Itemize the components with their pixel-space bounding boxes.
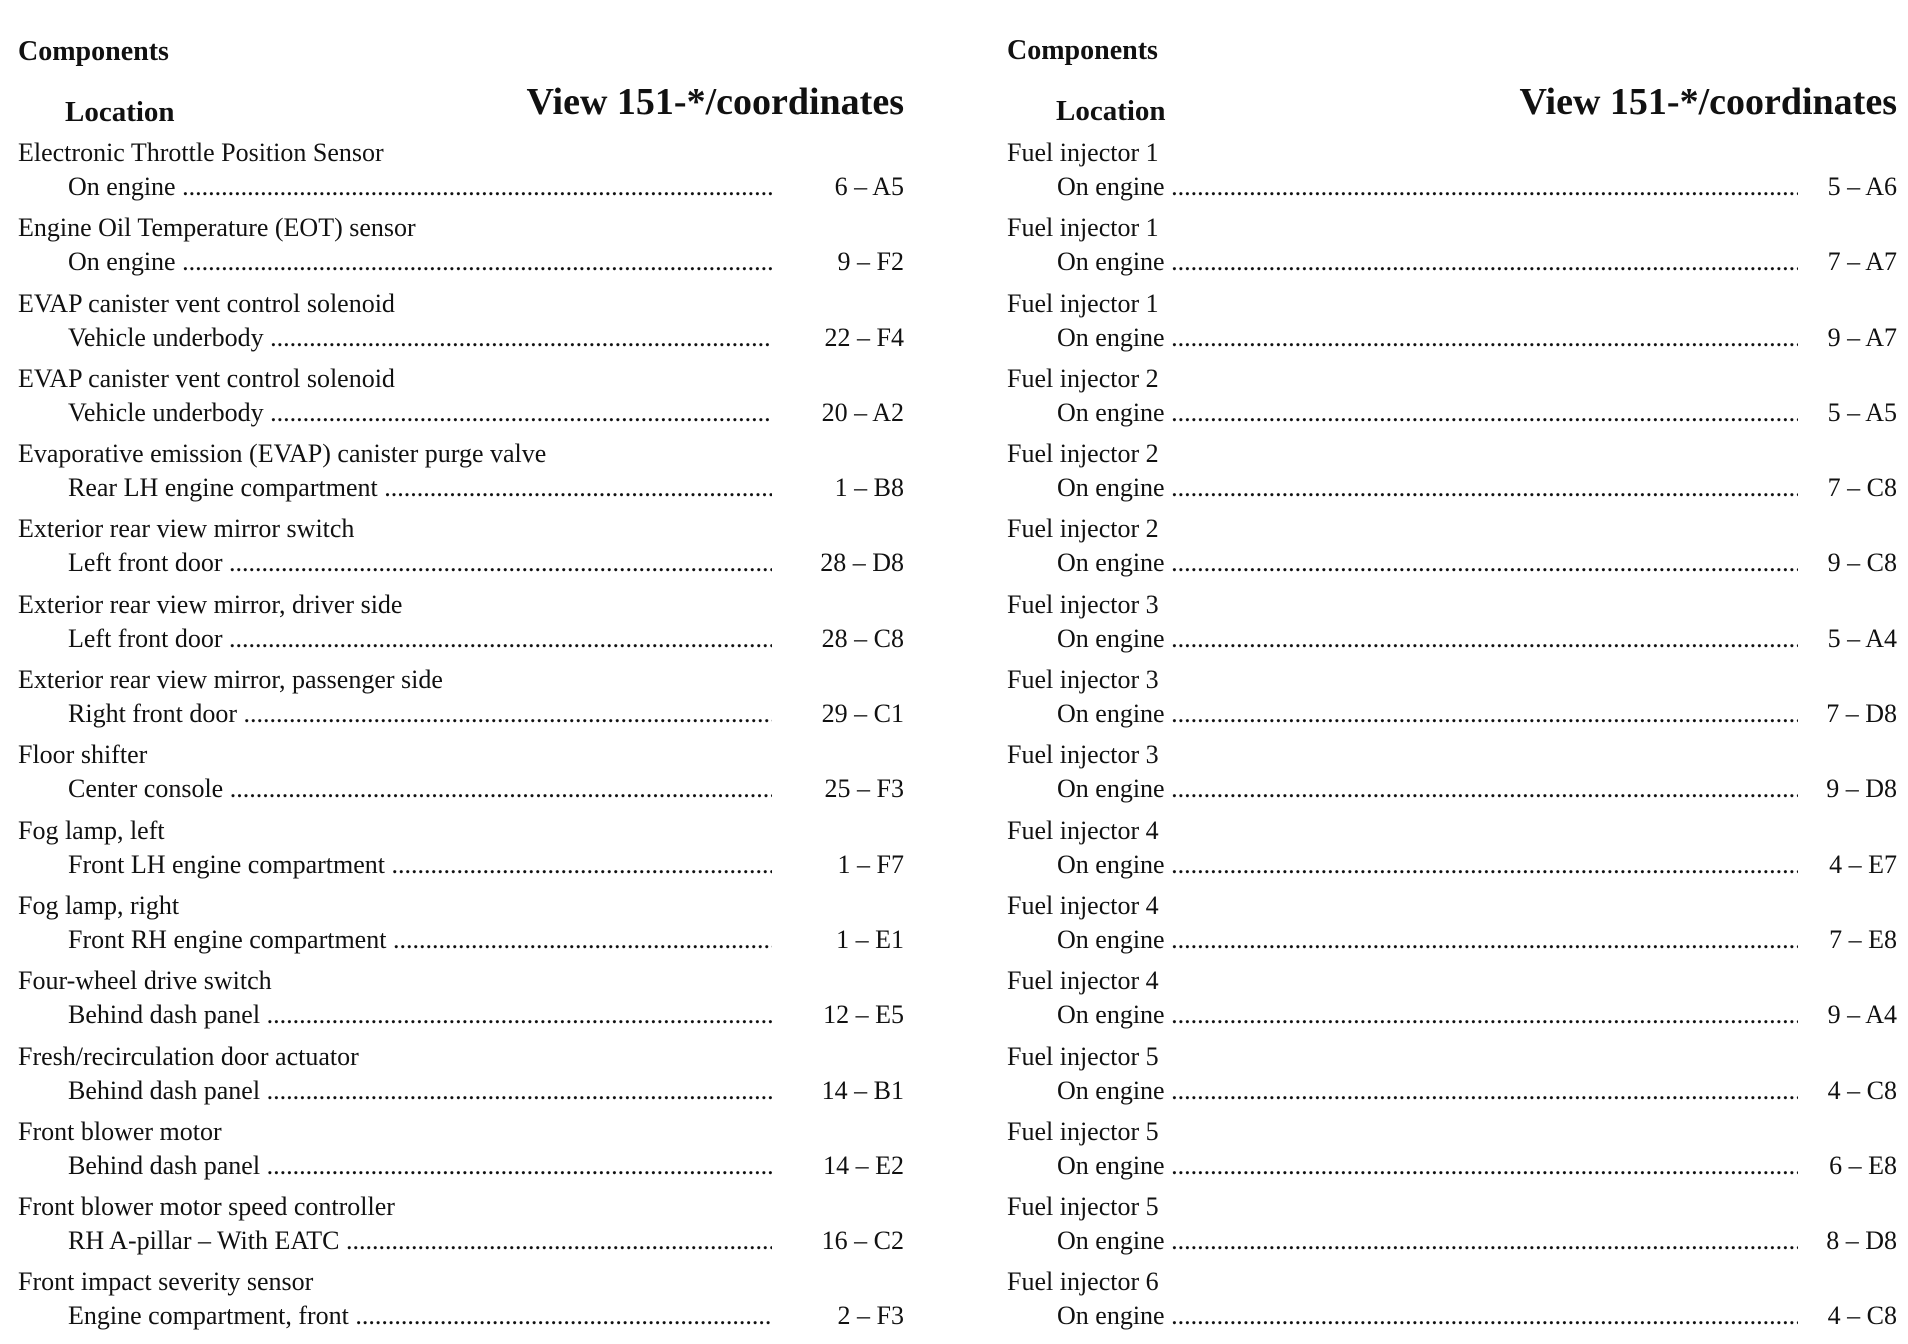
location-row: [18, 1226, 904, 1258]
view-coordinate: 5 – A6: [1827, 172, 1897, 201]
dot-leader: [1165, 1151, 1798, 1180]
location-row: [1007, 925, 1897, 957]
component-location: [1057, 1151, 1798, 1181]
component-entry: [18, 816, 904, 891]
location-text: Behind dash panel: [68, 1000, 261, 1030]
component-location: [1057, 247, 1798, 277]
component-entry: [18, 439, 904, 514]
component-location: [1057, 624, 1798, 654]
component-name: Fuel injector 2: [1007, 514, 1159, 544]
component-entry: [1007, 966, 1897, 1041]
section-title: Components: [1007, 35, 1158, 66]
component-entry: [1007, 213, 1897, 288]
location-text: Right front door: [68, 699, 237, 729]
component-entry: [1007, 1117, 1897, 1192]
location-text: On engine: [1057, 1301, 1165, 1331]
view-coordinate: 7 – D8: [1826, 699, 1897, 729]
location-text: On engine: [1057, 1075, 1165, 1105]
component-name: Four-wheel drive switch: [18, 966, 272, 996]
component-location: [68, 548, 772, 578]
location-text: Left front door: [68, 548, 223, 578]
component-name: EVAP canister vent control solenoid: [18, 363, 395, 393]
location-row: [18, 398, 904, 430]
component-entry: [18, 590, 904, 665]
location-row: [1007, 172, 1897, 204]
component-name: Floor shifter: [18, 740, 148, 770]
view-coordinate: 28 – D8: [820, 548, 904, 578]
dot-leader: [223, 774, 772, 803]
location-header: Location: [65, 96, 175, 128]
view-coordinate: 4 – C8: [1827, 1075, 1897, 1105]
component-name: Fuel injector 3: [1007, 740, 1159, 770]
view-coordinate: 4 – E7: [1829, 849, 1897, 879]
view-coordinate: 9 – A7: [1827, 322, 1897, 352]
component-list: [1007, 138, 1897, 1343]
location-row: [1007, 1226, 1897, 1258]
component-entry: [1007, 816, 1897, 891]
location-text: On engine: [1057, 397, 1165, 427]
view-coordinate: 8 – D8: [1826, 1226, 1897, 1256]
dot-leader: [1165, 323, 1798, 352]
component-location: [1057, 1226, 1798, 1256]
component-name: Fuel injector 1: [1007, 138, 1159, 167]
component-location: [1057, 1076, 1798, 1106]
dot-leader: [260, 1151, 772, 1180]
component-name: Front blower motor speed controller: [18, 1192, 395, 1222]
location-row: [18, 624, 904, 656]
location-row: [1007, 624, 1897, 656]
dot-leader: [223, 624, 772, 653]
component-entry: [18, 740, 904, 815]
view-coordinate: 12 – E5: [823, 1000, 904, 1030]
view-coordinate: 25 – F3: [824, 774, 904, 804]
dot-leader: [1165, 1076, 1798, 1105]
dot-leader: [1165, 624, 1798, 653]
component-name: Fuel injector 4: [1007, 815, 1159, 845]
component-location: [1057, 398, 1798, 428]
component-entry: [18, 514, 904, 589]
component-name: Fuel injector 3: [1007, 589, 1159, 619]
location-text: On engine: [1057, 849, 1165, 879]
dot-leader: [176, 247, 772, 276]
dot-leader: [237, 699, 772, 728]
component-entry: [18, 966, 904, 1041]
location-row: [1007, 699, 1897, 731]
component-entry: [18, 1267, 904, 1342]
component-entry: [1007, 289, 1897, 364]
component-entry: [1007, 514, 1897, 589]
location-row: [18, 850, 904, 882]
component-name: Fuel injector 5: [1007, 1116, 1159, 1146]
component-location: [68, 473, 772, 503]
dot-leader: [349, 1301, 772, 1330]
view-coordinate: 9 – C8: [1827, 548, 1897, 578]
location-row: [1007, 473, 1897, 505]
view-coordinate: 9 – F2: [837, 247, 904, 277]
dot-leader: [385, 850, 772, 879]
dot-leader: [264, 323, 772, 352]
location-text: On engine: [1057, 1150, 1165, 1180]
location-row: [1007, 850, 1897, 882]
view-coordinate: 16 – C2: [821, 1226, 904, 1256]
location-text: On engine: [1057, 699, 1165, 729]
location-text: On engine: [1057, 247, 1165, 277]
location-row: [1007, 1076, 1897, 1108]
component-entry: [18, 1192, 904, 1267]
component-name: Fuel injector 3: [1007, 665, 1159, 695]
location-row: [18, 323, 904, 355]
component-entry: [1007, 1267, 1897, 1342]
component-entry: [1007, 364, 1897, 439]
location-row: [1007, 1301, 1897, 1333]
location-row: [18, 1000, 904, 1032]
dot-leader: [386, 925, 772, 954]
component-location: [68, 323, 772, 353]
dot-leader: [264, 398, 772, 427]
location-row: [1007, 774, 1897, 806]
dot-leader: [223, 548, 772, 577]
component-name: Fuel injector 1: [1007, 213, 1159, 243]
component-location: [68, 624, 772, 654]
dot-leader: [1165, 172, 1798, 201]
component-location: [1057, 1000, 1798, 1030]
location-row: [18, 247, 904, 279]
component-entry: [1007, 138, 1897, 213]
dot-leader: [339, 1226, 772, 1255]
location-text: On engine: [1057, 1000, 1165, 1030]
location-row: [18, 548, 904, 580]
component-location: [68, 398, 772, 428]
location-text: Rear LH engine compartment: [68, 473, 378, 503]
component-name: EVAP canister vent control solenoid: [18, 288, 395, 318]
component-location: [68, 699, 772, 729]
location-row: [1007, 548, 1897, 580]
component-location: [68, 1076, 772, 1106]
component-list: [18, 138, 904, 1343]
component-entry: [1007, 1042, 1897, 1117]
dot-leader: [1165, 473, 1798, 502]
component-entry: [18, 213, 904, 288]
view-coordinate: 28 – C8: [821, 623, 904, 653]
component-entry: [18, 891, 904, 966]
location-text: RH A-pillar – With EATC: [68, 1226, 340, 1256]
location-row: [1007, 398, 1897, 430]
location-text: Vehicle underbody: [68, 322, 264, 352]
view-coordinate: 1 – F7: [837, 849, 904, 879]
location-text: Behind dash panel: [68, 1075, 261, 1105]
component-location: [1057, 699, 1798, 729]
view-coordinate: 7 – C8: [1827, 473, 1897, 503]
component-entry: [18, 289, 904, 364]
component-location: [68, 1000, 772, 1030]
component-entry: [18, 138, 904, 213]
location-row: [18, 172, 904, 204]
dot-leader: [378, 473, 772, 502]
component-name: Fuel injector 6: [1007, 1267, 1159, 1297]
location-row: [18, 925, 904, 957]
component-name: Engine Oil Temperature (EOT) sensor: [18, 213, 416, 243]
location-row: [1007, 247, 1897, 279]
component-entry: [18, 364, 904, 439]
component-entry: [18, 665, 904, 740]
section-title: Components: [18, 36, 169, 67]
location-row: [1007, 323, 1897, 355]
dot-leader: [1165, 1226, 1798, 1255]
view-coordinates-header: View 151-*/coordinates: [526, 81, 904, 123]
location-text: On engine: [1057, 172, 1165, 201]
component-name: Exterior rear view mirror, driver side: [18, 589, 403, 619]
component-name: Fuel injector 2: [1007, 363, 1159, 393]
view-coordinate: 1 – E1: [836, 924, 904, 954]
location-text: On engine: [68, 172, 176, 201]
view-coordinate: 4 – C8: [1827, 1301, 1897, 1331]
view-coordinate: 5 – A5: [1827, 397, 1897, 427]
view-coordinate: 6 – E8: [1829, 1150, 1897, 1180]
component-location: [1057, 850, 1798, 880]
right-column: [1007, 0, 1897, 1344]
location-text: Front LH engine compartment: [68, 849, 385, 879]
component-name: Front blower motor: [18, 1116, 222, 1146]
component-location: [68, 850, 772, 880]
component-location: [1057, 774, 1798, 804]
dot-leader: [1165, 774, 1798, 803]
location-row: [18, 1301, 904, 1333]
component-name: Fuel injector 2: [1007, 439, 1159, 469]
location-text: Vehicle underbody: [68, 397, 264, 427]
component-name: Fog lamp, right: [18, 890, 180, 920]
location-text: On engine: [1057, 774, 1165, 804]
view-coordinate: 14 – E2: [823, 1150, 904, 1180]
component-location: [68, 774, 772, 804]
location-text: Engine compartment, front: [68, 1301, 349, 1331]
component-entry: [18, 1117, 904, 1192]
view-coordinate: 7 – E8: [1829, 924, 1897, 954]
component-location: [1057, 1301, 1798, 1331]
left-column: [18, 0, 904, 1344]
component-location: [68, 247, 772, 277]
component-location: [1057, 548, 1798, 578]
location-text: On engine: [1057, 623, 1165, 653]
dot-leader: [1165, 1301, 1798, 1330]
dot-leader: [1165, 247, 1798, 276]
location-text: On engine: [68, 247, 176, 277]
view-coordinate: 5 – A4: [1827, 623, 1897, 653]
view-coordinate: 6 – A5: [834, 172, 904, 201]
dot-leader: [1165, 925, 1798, 954]
component-location: [68, 1226, 772, 1256]
dot-leader: [1165, 398, 1798, 427]
component-location: [68, 1301, 772, 1331]
component-entry: [1007, 590, 1897, 665]
component-name: Fuel injector 4: [1007, 966, 1159, 996]
view-coordinate: 2 – F3: [837, 1301, 904, 1331]
component-name: Exterior rear view mirror, passenger side: [18, 665, 443, 695]
location-row: [18, 1151, 904, 1183]
component-location: [1057, 172, 1798, 202]
dot-leader: [1165, 850, 1798, 879]
component-name: Evaporative emission (EVAP) canister purge valve: [18, 439, 547, 469]
location-text: On engine: [1057, 1226, 1165, 1256]
component-name: Exterior rear view mirror switch: [18, 514, 355, 544]
dot-leader: [1165, 1000, 1798, 1029]
component-entry: [1007, 891, 1897, 966]
component-name: Fuel injector 1: [1007, 288, 1159, 318]
component-entry: [1007, 665, 1897, 740]
view-coordinate: 9 – A4: [1827, 1000, 1897, 1030]
view-coordinate: 14 – B1: [821, 1075, 904, 1105]
component-location: [1057, 323, 1798, 353]
view-coordinate: 1 – B8: [834, 473, 904, 503]
component-entry: [1007, 439, 1897, 514]
location-text: Left front door: [68, 623, 223, 653]
location-row: [18, 1076, 904, 1108]
dot-leader: [260, 1000, 772, 1029]
dot-leader: [1165, 548, 1798, 577]
location-row: [18, 774, 904, 806]
dot-leader: [260, 1076, 772, 1105]
location-text: On engine: [1057, 924, 1165, 954]
component-name: Fuel injector 5: [1007, 1192, 1159, 1222]
component-location: [1057, 473, 1798, 503]
view-coordinate: 20 – A2: [821, 397, 904, 427]
location-text: Center console: [68, 774, 224, 804]
location-text: On engine: [1057, 322, 1165, 352]
component-location: [68, 172, 772, 202]
location-text: On engine: [1057, 473, 1165, 503]
component-entry: [1007, 740, 1897, 815]
component-location: [68, 1151, 772, 1181]
component-name: Front impact severity sensor: [18, 1267, 314, 1297]
dot-leader: [176, 172, 772, 201]
component-name: Fuel injector 5: [1007, 1041, 1159, 1071]
location-row: [18, 699, 904, 731]
location-row: [1007, 1000, 1897, 1032]
component-name: Fog lamp, left: [18, 815, 165, 845]
component-name: Fresh/recirculation door actuator: [18, 1041, 359, 1071]
view-coordinate: 9 – D8: [1826, 774, 1897, 804]
component-entry: [1007, 1192, 1897, 1267]
view-coordinates-header: View 151-*/coordinates: [1519, 81, 1897, 123]
dot-leader: [1165, 699, 1798, 728]
view-coordinate: 7 – A7: [1827, 247, 1897, 277]
location-header: Location: [1056, 95, 1166, 127]
view-coordinate: 22 – F4: [824, 322, 904, 352]
location-text: Behind dash panel: [68, 1150, 261, 1180]
component-location: [68, 925, 772, 955]
location-row: [18, 473, 904, 505]
component-name: Fuel injector 4: [1007, 890, 1159, 920]
component-location: [1057, 925, 1798, 955]
component-entry: [18, 1042, 904, 1117]
location-text: Front RH engine compartment: [68, 924, 387, 954]
component-name: Electronic Throttle Position Sensor: [18, 138, 384, 167]
location-row: [1007, 1151, 1897, 1183]
location-text: On engine: [1057, 548, 1165, 578]
view-coordinate: 29 – C1: [821, 699, 904, 729]
